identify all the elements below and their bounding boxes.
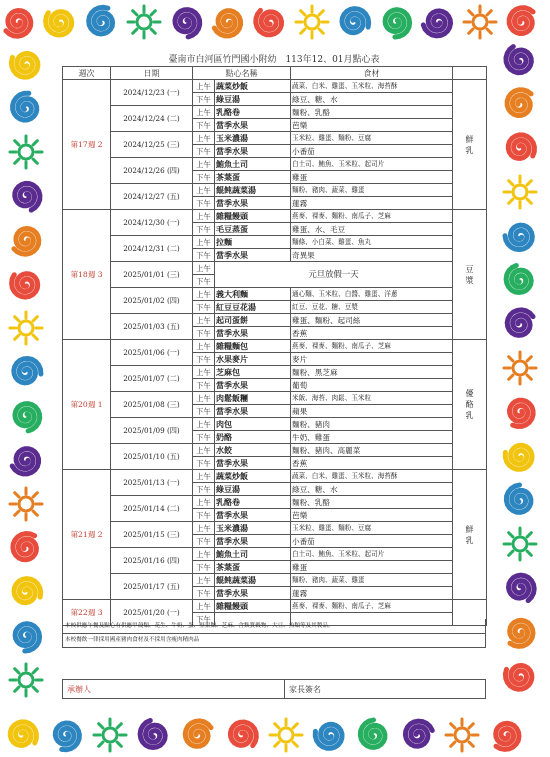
swirl-ornament	[140, 721, 165, 748]
snack-name: 奶酪	[215, 431, 291, 444]
swirl-ornament	[214, 11, 240, 36]
snack-name: 當季水果	[215, 119, 291, 132]
snack-name: 當季水果	[215, 405, 291, 418]
slot-pm-label: 下午	[193, 379, 215, 392]
swirl-ornament	[11, 53, 38, 77]
ingredients-cell: 小番茄	[291, 535, 453, 548]
date-cell: 2024/12/25 (三)	[111, 132, 193, 158]
snack-name: 起司蛋餅	[215, 314, 291, 327]
snack-name: 水果麥片	[215, 353, 291, 366]
table-row	[63, 288, 487, 301]
slot-pm-label: 下午	[193, 431, 215, 444]
swirl-ornament	[13, 93, 37, 120]
ingredients-cell: 芭樂	[291, 509, 453, 522]
table-row	[63, 522, 487, 535]
slot-pm-label: 下午	[193, 275, 215, 288]
slot-am-label: 上午	[193, 132, 215, 145]
table-row	[63, 548, 487, 561]
drink-label: 豆 漿	[453, 210, 487, 340]
swirl-ornament	[12, 274, 38, 298]
table-row	[63, 314, 487, 327]
holiday-note: 元旦放假一天	[215, 262, 453, 288]
sun-ornament	[10, 312, 42, 344]
slot-am-label: 上午	[193, 158, 215, 171]
header-row	[63, 67, 487, 80]
slot-am-label: 上午	[193, 366, 215, 379]
snack-name: 蔬菜炒飯	[215, 470, 291, 483]
signature-divider	[284, 680, 285, 698]
slot-pm-label: 下午	[193, 249, 215, 262]
ingredients-cell: 蓮霧	[291, 197, 453, 210]
table-row	[63, 496, 487, 509]
ingredients-cell: 麵粉、乳酪	[291, 496, 453, 509]
slot-pm-label: 下午	[193, 561, 215, 574]
header-snack: 點心名稱	[193, 67, 291, 80]
date-cell: 2025/01/09 (四)	[111, 418, 193, 444]
snack-name: 鮪魚土司	[215, 548, 291, 561]
snack-name: 毛豆蒸蛋	[215, 223, 291, 236]
swirl-ornament	[14, 359, 41, 383]
drink-label: 鮮 乳	[453, 470, 487, 600]
slot-am-label: 上午	[193, 444, 215, 457]
week-label: 第18週 3	[63, 210, 111, 340]
swirl-ornament	[505, 225, 532, 250]
drink-label: 優 酪 乳	[453, 340, 487, 470]
slot-pm-label: 下午	[193, 301, 215, 314]
sun-ornament	[10, 488, 42, 520]
ingredients-cell: 雞蛋	[291, 561, 453, 574]
ingredients-cell: 麵粉、豬肉、蔬菜、雞蛋	[291, 184, 453, 197]
sun-ornament	[504, 528, 536, 560]
swirl-ornament	[405, 721, 432, 746]
ingredients-cell: 綠豆、糖、水	[291, 93, 453, 106]
swirl-ornament	[6, 11, 31, 37]
slot-am-label: 上午	[193, 314, 215, 327]
snack-name: 拉麵	[215, 236, 291, 249]
slot-am-label: 上午	[193, 288, 215, 301]
slot-pm-label: 下午	[193, 197, 215, 210]
snack-name: 紅豆豆花湯	[215, 301, 291, 314]
snack-name: 當季水果	[215, 457, 291, 470]
date-cell: 2024/12/31 (二)	[111, 236, 193, 262]
snack-name: 乳酪卷	[215, 106, 291, 119]
swirl-ornament	[15, 624, 39, 651]
slot-pm-label: 下午	[193, 93, 215, 106]
date-cell: 2024/12/24 (二)	[111, 106, 193, 132]
slot-pm-label: 下午	[193, 119, 215, 132]
week-label: 第20週 1	[63, 340, 111, 470]
swirl-ornament	[507, 90, 531, 116]
table-row	[63, 158, 487, 171]
table-row	[63, 80, 487, 93]
signature-row	[62, 679, 486, 699]
swirl-ornament	[230, 722, 256, 746]
date-cell: 2024/12/23 (一)	[111, 80, 193, 106]
sun-ornament	[504, 176, 536, 208]
week-label: 第17週 2	[63, 80, 111, 210]
slot-am-label: 上午	[193, 522, 215, 535]
swirl-ornament	[505, 445, 532, 469]
ingredients-cell: 葡萄	[291, 379, 453, 392]
snack-name: 茶葉蛋	[215, 171, 291, 184]
sun-ornament	[10, 664, 42, 696]
snack-name: 當季水果	[215, 509, 291, 522]
swirl-ornament	[508, 135, 534, 159]
swirl-ornament	[510, 620, 533, 646]
ingredients-cell: 通心麵、玉米粒、白醬、雞蛋、洋蔥	[291, 288, 453, 301]
swirl-ornament	[15, 183, 40, 210]
ingredients-cell: 麵粉、豬肉、高麗菜	[291, 444, 453, 457]
table-row	[63, 210, 487, 223]
snack-name: 芝麻包	[215, 366, 291, 379]
swirl-ornament	[385, 10, 410, 37]
ingredients-cell: 白土司、鮪魚、玉米粒、起司片	[291, 158, 453, 171]
sun-ornament	[296, 6, 328, 38]
swirl-ornament	[510, 400, 534, 426]
ingredients-cell: 米飯、海苔、肉鬆、玉米粒	[291, 392, 453, 405]
ingredients-cell: 芭樂	[291, 119, 453, 132]
swirl-ornament	[505, 665, 532, 689]
snack-name: 當季水果	[215, 379, 291, 392]
snack-name: 玉米濃湯	[215, 522, 291, 535]
table-row	[63, 418, 487, 431]
table-row	[63, 236, 487, 249]
ingredients-cell: 紅豆、豆花、糖、豆漿	[291, 301, 453, 314]
table-row	[63, 366, 487, 379]
slot-am-label: 上午	[193, 574, 215, 587]
swirl-ornament	[46, 12, 72, 35]
snack-name: 綠豆湯	[215, 483, 291, 496]
date-cell: 2025/01/16 (四)	[111, 548, 193, 574]
date-cell: 2025/01/03 (五)	[111, 314, 193, 340]
slot-pm-label: 下午	[193, 223, 215, 236]
ingredients-cell: 麵粉、黑芝麻	[291, 366, 453, 379]
table-row	[63, 262, 487, 275]
snack-name: 餛飩蔬菜湯	[215, 574, 291, 587]
swirl-ornament	[175, 10, 200, 37]
swirl-ornament	[55, 723, 79, 750]
swirl-ornament	[342, 9, 369, 33]
ingredients-cell: 雞蛋、麵粉、起司絲	[291, 314, 453, 327]
slot-pm-label: 下午	[193, 587, 215, 600]
snack-name: 肉鬆飯糰	[215, 392, 291, 405]
slot-am-label: 上午	[193, 496, 215, 509]
swirl-ornament	[506, 266, 531, 293]
swirl-ornament	[256, 10, 282, 34]
swirl-ornament	[506, 485, 531, 512]
swirl-ornament	[315, 724, 342, 748]
organizer-label: 承辦人	[67, 685, 91, 694]
ingredients-cell: 麵粉、豬肉、蔬菜、雞蛋	[291, 574, 453, 587]
table-row	[63, 600, 487, 613]
sun-ornament	[10, 136, 42, 168]
date-cell: 2024/12/27 (五)	[111, 184, 193, 210]
sun-ornament	[128, 6, 160, 38]
date-cell: 2025/01/08 (三)	[111, 392, 193, 418]
ingredients-cell: 玉米粒、雞蛋、麵粉、豆腐	[291, 522, 453, 535]
table-row	[63, 470, 487, 483]
sun-ornament	[464, 6, 496, 38]
drink-label: 鮮 乳	[453, 80, 487, 210]
table-row	[63, 444, 487, 457]
slot-am-label: 上午	[193, 392, 215, 405]
sun-ornament	[94, 719, 126, 751]
swirl-ornament	[15, 404, 40, 431]
date-cell: 2025/01/01 (三)	[111, 262, 193, 288]
week-label: 第22週 3	[63, 600, 111, 626]
allergen-note: 本校供應午餐及點心有供應甲殼類、花生、牛奶、蛋、堅果類、芝麻、含麩質穀物、大豆、魚類等及其製品。	[62, 619, 486, 634]
slot-pm-label: 下午	[193, 509, 215, 522]
table-row	[63, 106, 487, 119]
swirl-ornament	[509, 8, 533, 34]
page-title: 臺南市白河區竹門國小附幼 113年12、01月點心表	[168, 55, 380, 65]
slot-pm-label: 下午	[193, 457, 215, 470]
snack-name: 玉米濃湯	[215, 132, 291, 145]
table-row	[63, 132, 487, 145]
snack-name: 當季水果	[215, 249, 291, 262]
snack-menu-table	[62, 66, 487, 626]
ingredients-cell: 白土司、鮪魚、玉米粒、起司片	[291, 548, 453, 561]
snack-name: 雜糧麵包	[215, 340, 291, 353]
ingredients-cell: 香蕉	[291, 457, 453, 470]
snack-name: 當季水果	[215, 145, 291, 158]
slot-am-label: 上午	[193, 106, 215, 119]
slot-pm-label: 下午	[193, 613, 215, 626]
slot-am-label: 上午	[193, 600, 215, 613]
slot-am-label: 上午	[193, 340, 215, 353]
ingredients-cell: 奇異果	[291, 249, 453, 262]
table-row	[63, 392, 487, 405]
snack-name: 當季水果	[215, 327, 291, 340]
date-cell: 2025/01/02 (四)	[111, 288, 193, 314]
ingredients-cell: 雞蛋	[291, 171, 453, 184]
table-row	[63, 184, 487, 197]
slot-pm-label: 下午	[193, 483, 215, 496]
ingredients-cell: 麵粉、乳酪	[291, 106, 453, 119]
slot-am-label: 上午	[193, 80, 215, 93]
ingredients-cell: 麵粉、豬肉	[291, 418, 453, 431]
slot-am-label: 上午	[193, 262, 215, 275]
sun-ornament	[270, 719, 302, 751]
ingredients-cell: 雞蛋、水、毛豆	[291, 223, 453, 236]
swirl-ornament	[496, 723, 519, 749]
snack-name: 義大利麵	[215, 288, 291, 301]
slot-am-label: 上午	[193, 184, 215, 197]
table-row	[63, 574, 487, 587]
date-cell: 2025/01/14 (二)	[111, 496, 193, 522]
header-drink	[453, 67, 487, 80]
swirl-ornament	[13, 534, 37, 560]
snack-name: 綠豆湯	[215, 93, 291, 106]
ingredients-cell: 蓮霧	[291, 587, 453, 600]
snack-name: 蔬菜炒飯	[215, 80, 291, 93]
ingredients-cell: 牛奶、雞蛋	[291, 431, 453, 444]
ingredients-cell: 麥片	[291, 353, 453, 366]
snack-name: 當季水果	[215, 587, 291, 600]
date-cell: 2025/01/06 (一)	[111, 340, 193, 366]
parent-signature-label: 家長簽名	[289, 685, 321, 694]
slot-pm-label: 下午	[193, 353, 215, 366]
snack-name: 當季水果	[215, 535, 291, 548]
swirl-ornament	[423, 11, 450, 36]
header-ingredients: 食材	[291, 67, 453, 80]
ingredients-cell: 小番茄	[291, 145, 453, 158]
snack-name: 餛飩蔬菜湯	[215, 184, 291, 197]
date-cell: 2025/01/20 (一)	[111, 600, 193, 626]
slot-am-label: 上午	[193, 470, 215, 483]
snack-name: 水餃	[215, 444, 291, 457]
ingredients-cell: 蘋果	[291, 405, 453, 418]
swirl-ornament	[509, 575, 535, 600]
swirl-ornament	[89, 7, 113, 34]
slot-pm-label: 下午	[193, 145, 215, 158]
slot-pm-label: 下午	[193, 405, 215, 418]
snack-name: 乳酪卷	[215, 496, 291, 509]
ingredients-cell: 綠豆、糖、水	[291, 483, 453, 496]
swirl-ornament	[12, 449, 38, 474]
swirl-ornament	[360, 720, 385, 747]
ingredients-cell: 蔬菜、白米、雞蛋、玉米粒、海苔酥	[291, 80, 453, 93]
date-cell: 2025/01/10 (五)	[111, 444, 193, 470]
date-cell: 2025/01/13 (一)	[111, 470, 193, 496]
snack-name: 鮪魚土司	[215, 158, 291, 171]
pork-note: 本校餐飲一律採用國產豬肉食材及不採用含瘦肉精肉品	[62, 633, 486, 648]
snack-name: 肉包	[215, 418, 291, 431]
swirl-ornament	[185, 721, 211, 747]
date-cell: 2025/01/15 (三)	[111, 522, 193, 548]
table-row	[63, 340, 487, 353]
snack-name: 雜糧饅頭	[215, 210, 291, 223]
ingredients-cell: 香蕉	[291, 327, 453, 340]
slot-pm-label: 下午	[193, 327, 215, 340]
ingredients-cell: 玉米粒、雞蛋、麵粉、豆腐	[291, 132, 453, 145]
slot-am-label: 上午	[193, 548, 215, 561]
slot-am-label: 上午	[193, 236, 215, 249]
ingredients-cell: 麵條、小白菜、雞蛋、魚丸	[291, 236, 453, 249]
sun-ornament	[446, 719, 478, 751]
slot-pm-label: 下午	[193, 535, 215, 548]
date-cell: 2025/01/17 (五)	[111, 574, 193, 600]
slot-am-label: 上午	[193, 418, 215, 431]
header-week: 週次	[63, 67, 111, 80]
week-label: 第21週 2	[63, 470, 111, 600]
swirl-ornament	[506, 47, 531, 73]
swirl-ornament	[14, 229, 39, 255]
snack-name: 當季水果	[215, 197, 291, 210]
ingredients-cell: 蔬菜、白米、雞蛋、玉米粒、海苔酥	[291, 470, 453, 483]
date-cell: 2024/12/26 (四)	[111, 158, 193, 184]
ingredients-cell: 燕麥、裸麥、麵粉、南瓜子、芝麻	[291, 210, 453, 223]
swirl-ornament	[507, 310, 533, 336]
ingredients-cell: 燕麥、裸麥、麵粉、南瓜子、芝麻	[291, 340, 453, 353]
snack-name: 茶葉蛋	[215, 561, 291, 574]
snack-name: 雜糧饅頭	[215, 600, 291, 613]
swirl-ornament	[10, 722, 36, 746]
slot-am-label: 上午	[193, 210, 215, 223]
ingredients-cell: 燕麥、裸麥、麵粉、南瓜子、芝麻	[291, 600, 453, 613]
sun-ornament	[504, 352, 536, 384]
date-cell: 2025/01/07 (二)	[111, 366, 193, 392]
swirl-ornament	[14, 579, 41, 603]
date-cell: 2024/12/30 (一)	[111, 210, 193, 236]
slot-pm-label: 下午	[193, 171, 215, 184]
header-date: 日期	[111, 67, 193, 80]
